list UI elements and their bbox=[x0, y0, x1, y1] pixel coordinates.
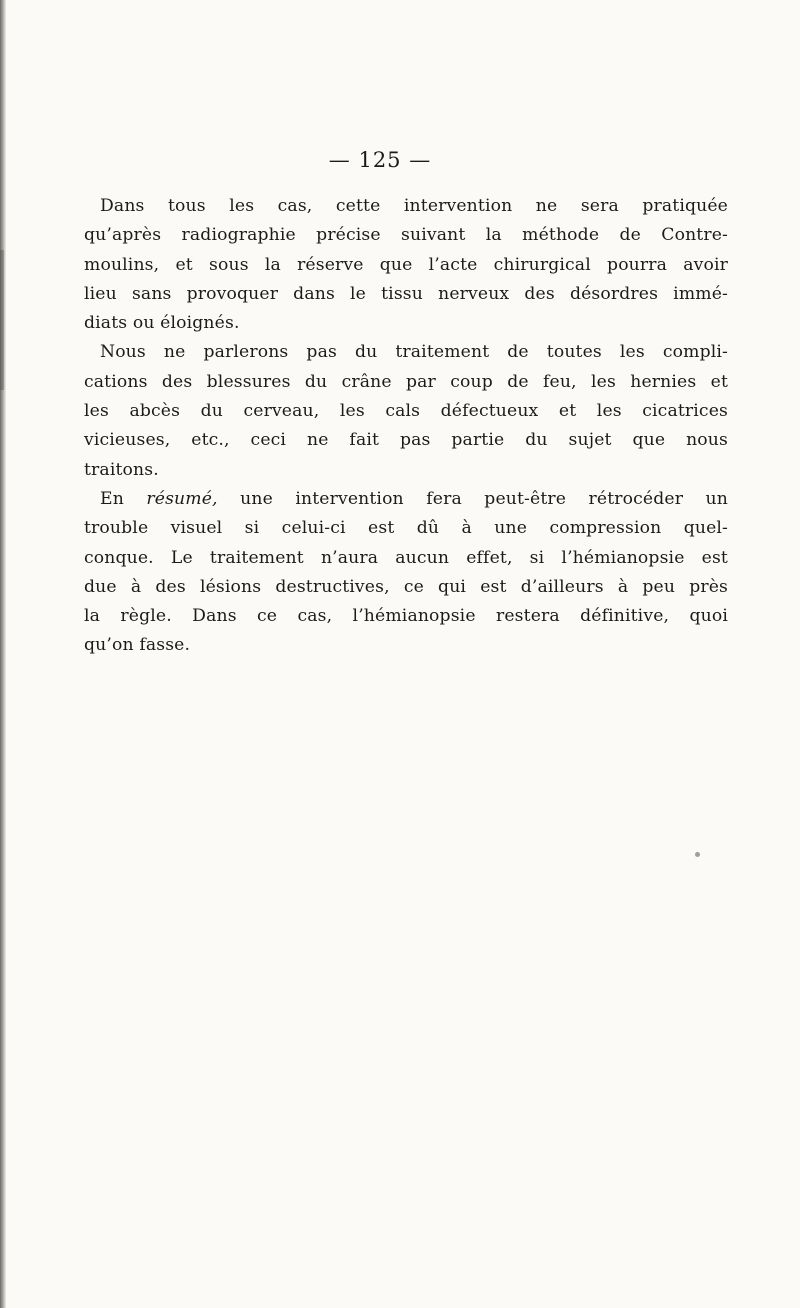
paragraph-line: cations des blessures du crâne par coup de feu, les hernies et bbox=[84, 371, 728, 392]
paragraph-line: traitons. bbox=[84, 459, 159, 480]
scan-edge bbox=[0, 0, 6, 1308]
paragraph-line: conque. Le traitement n’aura aucun effet, si l’hémianopsie est bbox=[84, 547, 728, 568]
paragraph-line: due à des lésions destructives, ce qui est d’ailleurs à peu près bbox=[84, 576, 728, 597]
paragraph-line: la règle. Dans ce cas, l’hémianopsie restera définitive, quoi bbox=[84, 606, 728, 627]
paragraph-2 bbox=[84, 338, 728, 484]
paragraph-line: les abcès du cerveau, les cals défectueux et les cicatrices bbox=[84, 401, 728, 422]
page-number: — 125 — bbox=[328, 148, 432, 172]
scan-mark bbox=[0, 250, 4, 390]
paragraph-line: qu’on fasse. bbox=[84, 635, 191, 656]
emphasized-word: résumé, bbox=[146, 488, 218, 509]
paragraph-line-with-emphasis bbox=[84, 485, 728, 514]
paragraph-line: Nous ne parlerons pas du traitement de toutes les compli- bbox=[100, 342, 728, 363]
paragraph-line: lieu sans provoquer dans le tissu nerveux des désordres immé- bbox=[84, 283, 728, 304]
paragraph-line: vicieuses, etc., ceci ne fait pas partie du sujet que nous bbox=[84, 430, 728, 451]
paragraph-line: diats ou éloignés. bbox=[84, 313, 240, 334]
paragraph-line: Dans tous les cas, cette intervention ne sera pratiquée bbox=[100, 196, 728, 216]
ink-speck bbox=[695, 852, 700, 857]
paragraph-lead-word: En bbox=[100, 488, 124, 509]
paragraph-line: trouble visuel si celui-ci est dû à une compression quel- bbox=[84, 518, 728, 539]
body-text bbox=[84, 192, 728, 661]
paragraph-line: qu’après radiographie précise suivant la méthode de Contre- bbox=[84, 225, 728, 246]
paragraph-line: moulins, et sous la réserve que l’acte chirurgical pourra avoir bbox=[84, 254, 728, 275]
paragraph-1 bbox=[84, 192, 728, 338]
paragraph-line-rest: une intervention fera peut-être rétrocéder un bbox=[240, 488, 728, 509]
paragraph-3 bbox=[84, 485, 728, 661]
